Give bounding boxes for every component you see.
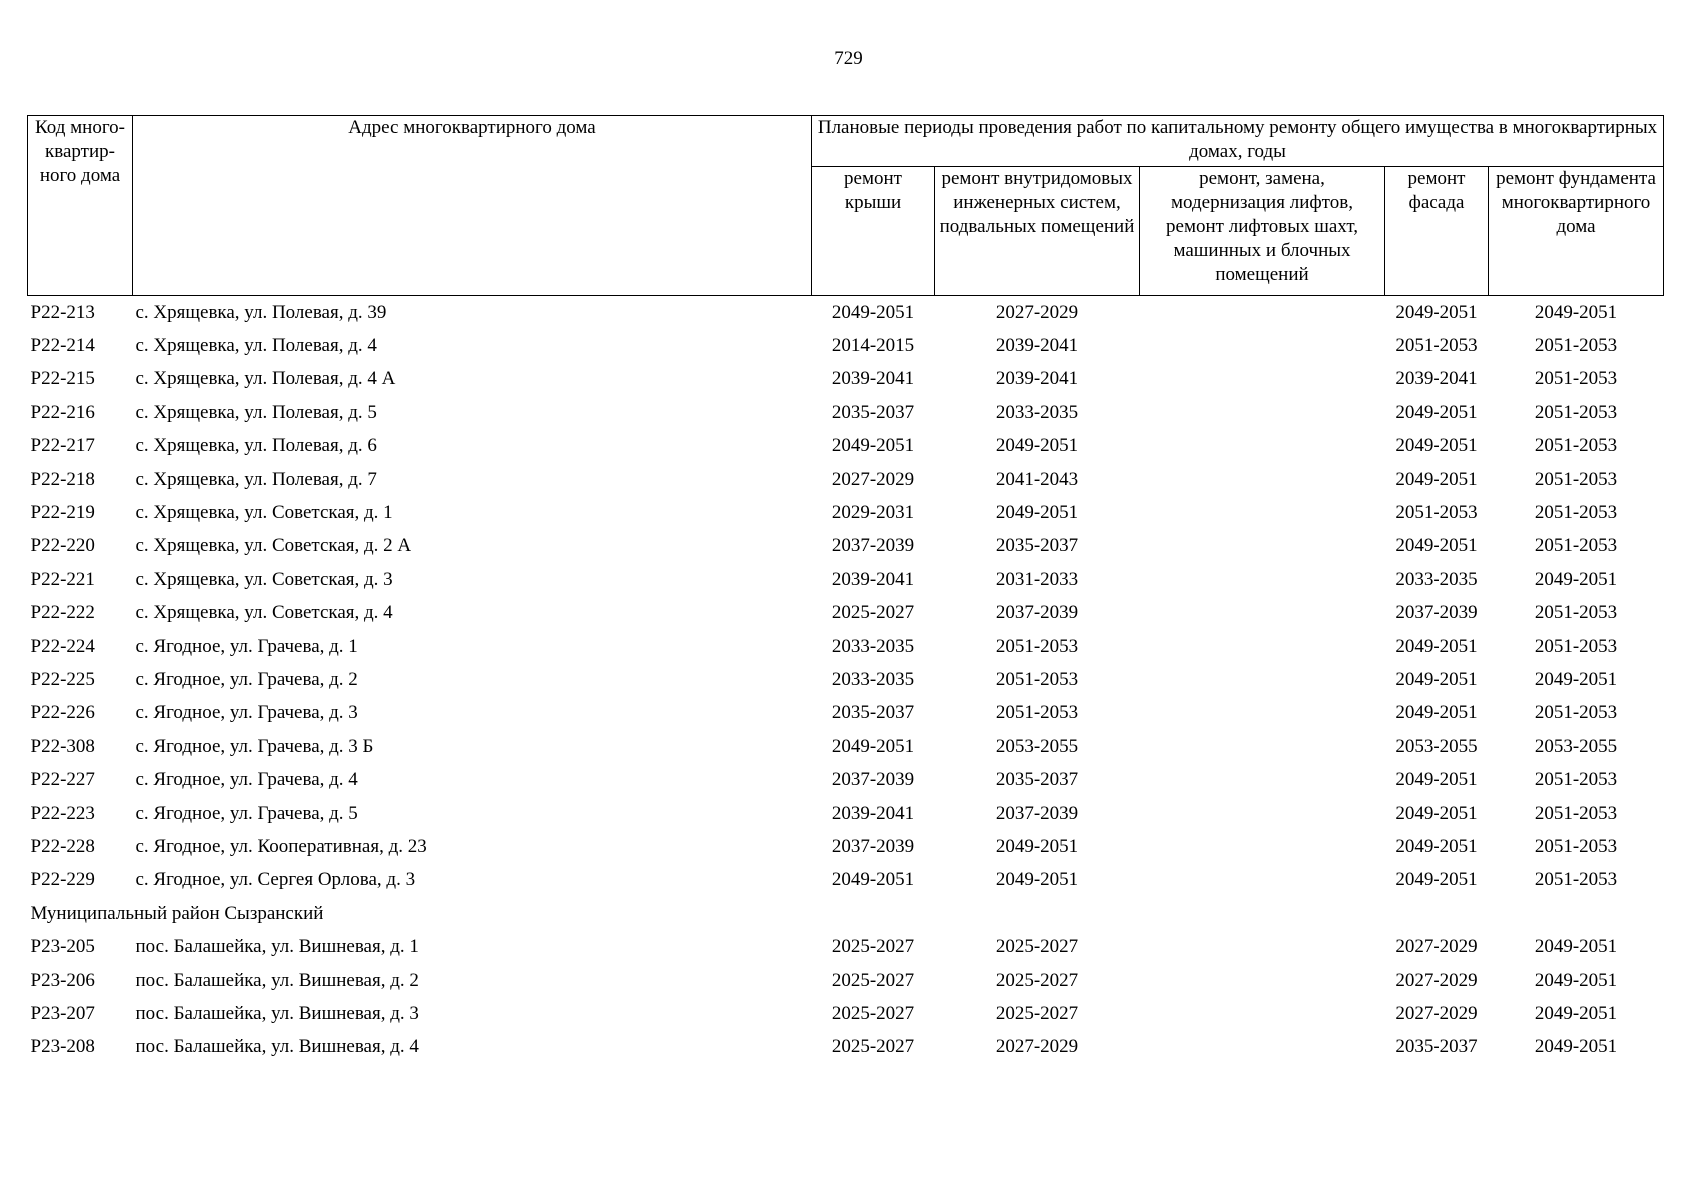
cell-engineering: 2037-2039	[995, 802, 1079, 824]
cell-code: Р22-220	[30, 535, 95, 557]
cell-facade: 2027-2029	[1395, 1002, 1478, 1024]
table-row	[28, 396, 1664, 429]
cell-engineering: 2035-2037	[995, 535, 1079, 557]
cell-lifts	[1140, 530, 1385, 563]
cell-facade: 2049-2051	[1395, 435, 1478, 457]
cell-roof: 2049-2051	[831, 435, 915, 457]
cell-facade: 2027-2029	[1395, 936, 1478, 958]
cell-foundation: 2051-2053	[1534, 802, 1618, 824]
cell-roof: 2049-2051	[831, 735, 915, 757]
cell-address: с. Ягодное, ул. Грачева, д. 3 Б	[135, 735, 374, 757]
table-row	[28, 630, 1664, 663]
cell-address: пос. Балашейка, ул. Вишневая, д. 2	[135, 969, 419, 991]
cell-code: Р22-213	[30, 301, 95, 323]
cell-facade: 2049-2051	[1395, 869, 1478, 891]
cell-foundation: 2051-2053	[1534, 435, 1618, 457]
cell-code: Р22-219	[30, 502, 95, 524]
cell-facade: 2039-2041	[1395, 368, 1478, 390]
cell-code: Р22-227	[30, 769, 95, 791]
cell-address: с. Хрящевка, ул. Полевая, д. 4	[135, 335, 377, 357]
cell-address: с. Хрящевка, ул. Полевая, д. 6	[135, 435, 377, 457]
table-row	[28, 864, 1664, 897]
cell-engineering: 2037-2039	[995, 602, 1079, 624]
cell-foundation: 2051-2053	[1534, 368, 1618, 390]
cell-roof: 2035-2037	[831, 401, 915, 423]
cell-engineering: 2049-2051	[995, 869, 1079, 891]
header-facade: ремонт фасада	[1385, 167, 1489, 296]
table-row	[28, 530, 1664, 563]
cell-facade: 2049-2051	[1395, 535, 1478, 557]
cell-address: с. Хрящевка, ул. Полевая, д. 39	[135, 301, 387, 323]
cell-lifts	[1140, 496, 1385, 529]
cell-code: Р22-225	[30, 668, 95, 690]
table-row	[28, 430, 1664, 463]
cell-lifts	[1140, 663, 1385, 696]
cell-foundation: 2049-2051	[1534, 1036, 1618, 1058]
cell-facade: 2051-2053	[1395, 335, 1478, 357]
cell-foundation: 2051-2053	[1534, 535, 1618, 557]
table-row	[28, 563, 1664, 596]
cell-foundation: 2049-2051	[1534, 301, 1618, 323]
cell-lifts	[1140, 830, 1385, 863]
cell-roof: 2029-2031	[831, 502, 915, 524]
cell-facade: 2049-2051	[1395, 668, 1478, 690]
cell-code: Р23-208	[30, 1036, 95, 1058]
cell-roof: 2039-2041	[831, 368, 915, 390]
cell-facade: 2051-2053	[1395, 502, 1478, 524]
cell-address: с. Хрящевка, ул. Советская, д. 4	[135, 602, 393, 624]
cell-lifts	[1140, 597, 1385, 630]
cell-lifts	[1140, 463, 1385, 496]
cell-facade: 2049-2051	[1395, 635, 1478, 657]
cell-address: пос. Балашейка, ул. Вишневая, д. 4	[135, 1036, 419, 1058]
section-title: Муниципальный район Сызранский	[30, 902, 324, 924]
table-row	[28, 463, 1664, 496]
cell-engineering: 2051-2053	[995, 668, 1079, 690]
cell-engineering: 2049-2051	[995, 502, 1079, 524]
cell-roof: 2049-2051	[831, 301, 915, 323]
cell-roof: 2025-2027	[831, 969, 915, 991]
cell-lifts	[1140, 964, 1385, 997]
cell-lifts	[1140, 930, 1385, 963]
cell-facade: 2049-2051	[1395, 401, 1478, 423]
cell-address: с. Ягодное, ул. Грачева, д. 5	[135, 802, 358, 824]
cell-code: Р22-224	[30, 635, 95, 657]
cell-roof: 2049-2051	[831, 869, 915, 891]
cell-code: Р23-207	[30, 1002, 95, 1024]
cell-facade: 2049-2051	[1395, 835, 1478, 857]
cell-foundation: 2051-2053	[1534, 502, 1618, 524]
cell-code: Р22-222	[30, 602, 95, 624]
cell-address: пос. Балашейка, ул. Вишневая, д. 3	[135, 1002, 419, 1024]
cell-address: с. Хрящевка, ул. Советская, д. 1	[135, 502, 393, 524]
cell-engineering: 2039-2041	[995, 335, 1079, 357]
cell-foundation: 2053-2055	[1534, 735, 1618, 757]
cell-address: с. Хрящевка, ул. Полевая, д. 5	[135, 401, 377, 423]
cell-roof: 2025-2027	[831, 936, 915, 958]
cell-facade: 2049-2051	[1395, 301, 1478, 323]
table-row	[28, 329, 1664, 362]
table-row	[28, 697, 1664, 730]
cell-engineering: 2027-2029	[995, 1036, 1079, 1058]
cell-engineering: 2025-2027	[995, 1002, 1079, 1024]
table-row	[28, 1031, 1664, 1064]
cell-foundation: 2049-2051	[1534, 668, 1618, 690]
cell-code: Р22-221	[30, 568, 95, 590]
cell-engineering: 2051-2053	[995, 635, 1079, 657]
cell-roof: 2014-2015	[831, 335, 915, 357]
cell-foundation: 2051-2053	[1534, 835, 1618, 857]
cell-code: Р22-229	[30, 869, 95, 891]
cell-facade: 2033-2035	[1395, 568, 1478, 590]
cell-engineering: 2027-2029	[995, 301, 1079, 323]
repair-schedule-table	[27, 115, 1664, 1064]
cell-lifts	[1140, 430, 1385, 463]
cell-code: Р22-223	[30, 802, 95, 824]
table-row	[28, 496, 1664, 529]
cell-address: с. Ягодное, ул. Грачева, д. 3	[135, 702, 358, 724]
cell-foundation: 2051-2053	[1534, 869, 1618, 891]
cell-facade: 2049-2051	[1395, 468, 1478, 490]
cell-foundation: 2051-2053	[1534, 468, 1618, 490]
cell-foundation: 2051-2053	[1534, 769, 1618, 791]
table-row	[28, 663, 1664, 696]
cell-foundation: 2051-2053	[1534, 602, 1618, 624]
cell-lifts	[1140, 563, 1385, 596]
cell-code: Р22-218	[30, 468, 95, 490]
cell-code: Р22-216	[30, 401, 95, 423]
cell-lifts	[1140, 630, 1385, 663]
cell-foundation: 2051-2053	[1534, 635, 1618, 657]
cell-address: с. Хрящевка, ул. Советская, д. 2 А	[135, 535, 412, 557]
cell-code: Р22-308	[30, 735, 95, 757]
cell-roof: 2035-2037	[831, 702, 915, 724]
header-foundation: ремонт фундамента многоквартирного дома	[1489, 167, 1664, 296]
cell-address: с. Ягодное, ул. Сергея Орлова, д. 3	[135, 869, 416, 891]
cell-engineering: 2049-2051	[995, 435, 1079, 457]
cell-address: с. Хрящевка, ул. Советская, д. 3	[135, 568, 393, 590]
cell-engineering: 2035-2037	[995, 769, 1079, 791]
cell-code: Р22-214	[30, 335, 95, 357]
cell-code: Р23-206	[30, 969, 95, 991]
cell-lifts	[1140, 697, 1385, 730]
cell-engineering: 2039-2041	[995, 368, 1079, 390]
cell-roof: 2025-2027	[831, 602, 915, 624]
table-row	[28, 763, 1664, 796]
cell-foundation: 2049-2051	[1534, 936, 1618, 958]
section-row	[28, 897, 1664, 930]
cell-engineering: 2051-2053	[995, 702, 1079, 724]
cell-foundation: 2051-2053	[1534, 401, 1618, 423]
cell-roof: 2039-2041	[831, 568, 915, 590]
cell-code: Р22-215	[30, 368, 95, 390]
cell-roof: 2033-2035	[831, 635, 915, 657]
table-row	[28, 930, 1664, 963]
cell-engineering: 2049-2051	[995, 835, 1079, 857]
cell-roof: 2039-2041	[831, 802, 915, 824]
cell-address: с. Хрящевка, ул. Полевая, д. 4 А	[135, 368, 396, 390]
cell-engineering: 2033-2035	[995, 401, 1079, 423]
cell-lifts	[1140, 363, 1385, 396]
cell-foundation: 2049-2051	[1534, 1002, 1618, 1024]
cell-facade: 2027-2029	[1395, 969, 1478, 991]
cell-lifts	[1140, 763, 1385, 796]
cell-roof: 2037-2039	[831, 835, 915, 857]
cell-lifts	[1140, 797, 1385, 830]
table-row	[28, 597, 1664, 630]
header-code: Код много-квартир-ного дома	[28, 116, 133, 296]
table-row	[28, 797, 1664, 830]
header-address: Адрес многоквартирного дома	[133, 116, 812, 296]
table-row	[28, 363, 1664, 396]
cell-address: с. Ягодное, ул. Грачева, д. 1	[135, 635, 358, 657]
cell-facade: 2037-2039	[1395, 602, 1478, 624]
cell-facade: 2049-2051	[1395, 802, 1478, 824]
cell-facade: 2053-2055	[1395, 735, 1478, 757]
header-roof: ремонт крыши	[812, 167, 935, 296]
cell-address: с. Ягодное, ул. Грачева, д. 2	[135, 668, 358, 690]
cell-lifts	[1140, 997, 1385, 1030]
cell-lifts	[1140, 864, 1385, 897]
table-row	[28, 964, 1664, 997]
cell-lifts	[1140, 329, 1385, 362]
cell-code: Р22-226	[30, 702, 95, 724]
table-body	[28, 296, 1664, 1064]
cell-address: с. Ягодное, ул. Грачева, д. 4	[135, 769, 358, 791]
cell-address: пос. Балашейка, ул. Вишневая, д. 1	[135, 936, 419, 958]
cell-engineering: 2053-2055	[995, 735, 1079, 757]
table-header	[28, 116, 1664, 296]
cell-roof: 2037-2039	[831, 769, 915, 791]
table-row	[28, 830, 1664, 863]
cell-address: с. Ягодное, ул. Кооперативная, д. 23	[135, 835, 427, 857]
cell-foundation: 2049-2051	[1534, 969, 1618, 991]
page-number: 729	[834, 48, 863, 69]
cell-lifts	[1140, 1031, 1385, 1064]
cell-code: Р22-217	[30, 435, 95, 457]
cell-engineering: 2025-2027	[995, 969, 1079, 991]
table-row	[28, 296, 1664, 330]
cell-facade: 2035-2037	[1395, 1036, 1478, 1058]
cell-roof: 2037-2039	[831, 535, 915, 557]
cell-engineering: 2025-2027	[995, 936, 1079, 958]
header-periods: Плановые периоды проведения работ по капитальному ремонту общего имущества в многоквартирных домах, годы	[812, 116, 1664, 167]
table-row	[28, 730, 1664, 763]
cell-code: Р22-228	[30, 835, 95, 857]
cell-roof: 2025-2027	[831, 1002, 915, 1024]
cell-engineering: 2041-2043	[995, 468, 1079, 490]
header-engineering: ремонт внутридомовых инженерных систем, подвальных помещений	[935, 167, 1140, 296]
header-lifts: ремонт, замена, модернизация лифтов, ремонт лифтовых шахт, машинных и блочных помещений	[1140, 167, 1385, 296]
cell-roof: 2025-2027	[831, 1036, 915, 1058]
table-row	[28, 997, 1664, 1030]
cell-code: Р23-205	[30, 936, 95, 958]
cell-lifts	[1140, 730, 1385, 763]
cell-foundation: 2051-2053	[1534, 335, 1618, 357]
cell-foundation: 2051-2053	[1534, 702, 1618, 724]
cell-foundation: 2049-2051	[1534, 568, 1618, 590]
cell-lifts	[1140, 296, 1385, 330]
cell-lifts	[1140, 396, 1385, 429]
cell-engineering: 2031-2033	[995, 568, 1079, 590]
cell-roof: 2033-2035	[831, 668, 915, 690]
cell-facade: 2049-2051	[1395, 702, 1478, 724]
cell-address: с. Хрящевка, ул. Полевая, д. 7	[135, 468, 377, 490]
cell-roof: 2027-2029	[831, 468, 915, 490]
cell-facade: 2049-2051	[1395, 769, 1478, 791]
